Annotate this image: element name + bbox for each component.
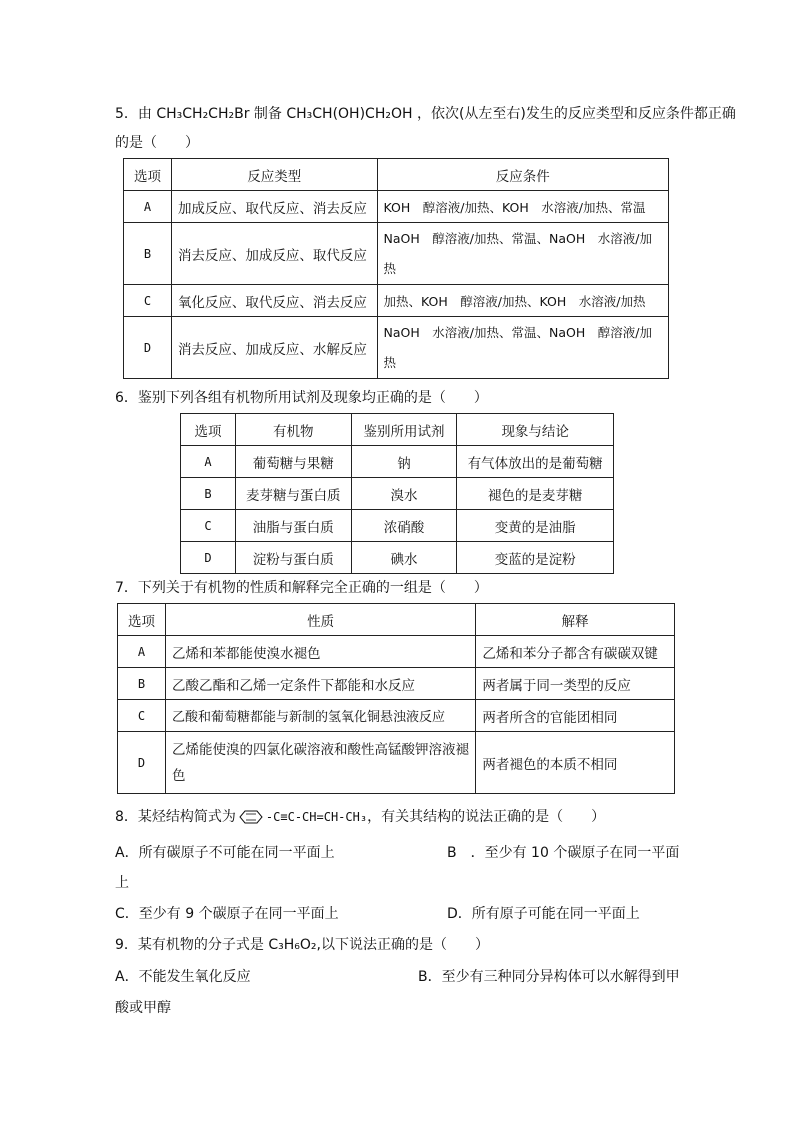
table-row [124,317,669,379]
q6-row-d-result: 变蓝的是淀粉 [457,542,614,574]
q5-row-a-option: A [124,191,172,223]
q7-row-b-explanation: 两者属于同一类型的反应 [476,668,675,700]
q5-row-a-type: 加成反应、取代反应、消去反应 [171,191,377,223]
q6-header-result: 现象与结论 [457,414,614,446]
q8-option-c: C．至少有 9 个碳原子在同一平面上 [115,906,339,922]
q8-option-a: A．所有碳原子不可能在同一平面上 [115,845,335,861]
q9-option-a: A．不能发生氧化反应 [115,969,251,985]
q8-formula: -C≡C-CH=CH-CH₃ [265,810,368,824]
table-row [118,700,675,732]
q6-row-a-reagent: 钠 [351,446,457,478]
q8-stem-suffix: ，有关其结构的说法正确的是（ ） [367,809,606,825]
q6-row-d-reagent: 碘水 [351,542,457,574]
q7-row-a-property: 乙烯和苯都能使溴水褪色 [165,636,475,668]
q9-option-b-continued: 酸或甲醇 [115,1000,171,1016]
q6-row-c-reagent: 浓硝酸 [351,510,457,542]
q8-option-b-continued: 上 [115,875,129,891]
q5-row-d-type: 消去反应、加成反应、水解反应 [171,317,377,379]
q5-header-option: 选项 [124,159,172,191]
table-row [181,542,614,574]
q5-header-type: 反应类型 [171,159,377,191]
table-row [124,285,669,317]
q8-option-b: B ．至少有 10 个碳原子在同一平面 [447,845,680,861]
q9-stem: 9．某有机物的分子式是 C₃H₆O₂,以下说法正确的是（ ） [115,937,489,953]
table-row [124,191,669,223]
table-row [118,668,675,700]
q5-row-b-option: B [124,223,172,285]
q5-row-b-type: 消去反应、加成反应、取代反应 [171,223,377,285]
q7-row-d-explanation: 两者褪色的本质不相同 [476,732,675,794]
table-row [181,510,614,542]
q7-header-property: 性质 [165,604,475,636]
q6-row-c-organic: 油脂与蛋白质 [235,510,351,542]
q7-header-option: 选项 [118,604,166,636]
table-row [124,223,669,285]
q6-header-organic: 有机物 [235,414,351,446]
q6-row-c-option: C [181,510,236,542]
q5-table [123,158,669,379]
table-row [118,636,675,668]
q5-row-c-option: C [124,285,172,317]
q6-row-a-result: 有气体放出的是葡萄糖 [457,446,614,478]
q6-row-a-organic: 葡萄糖与果糖 [235,446,351,478]
q5-header-condition: 反应条件 [377,159,668,191]
q7-header-row [118,604,675,636]
q5-stem-line2: 的是（ ） [115,135,199,151]
benzene-ring-icon [236,810,266,824]
q6-row-c-result: 变黄的是油脂 [457,510,614,542]
q5-row-d-condition: NaOH 水溶液/加热、常温、NaOH 醇溶液/加热 [377,317,668,379]
q6-header-option: 选项 [181,414,236,446]
q8-stem-prefix: 8．某烃结构简式为 [115,809,236,825]
q6-row-b-option: B [181,478,236,510]
q5-row-c-type: 氧化反应、取代反应、消去反应 [171,285,377,317]
q6-table [180,413,614,574]
q6-stem: 6．鉴别下列各组有机物所用试剂及现象均正确的是（ ） [115,390,488,406]
q5-row-c-condition: 加热、KOH 醇溶液/加热、KOH 水溶液/加热 [377,285,668,317]
q7-row-d-property: 乙烯能使溴的四氯化碳溶液和酸性高锰酸钾溶液褪色 [165,732,475,794]
q7-row-b-property: 乙酸乙酯和乙烯一定条件下都能和水反应 [165,668,475,700]
q6-row-a-option: A [181,446,236,478]
q6-row-d-organic: 淀粉与蛋白质 [235,542,351,574]
q7-table [117,603,675,794]
q6-header-reagent: 鉴别所用试剂 [351,414,457,446]
q5-header-row [124,159,669,191]
q8-option-d: D．所有原子可能在同一平面上 [447,906,640,922]
q6-row-b-result: 褪色的是麦芽糖 [457,478,614,510]
q6-header-row [181,414,614,446]
q5-row-d-option: D [124,317,172,379]
table-row [181,446,614,478]
table-row [181,478,614,510]
q7-row-d-option: D [118,732,166,794]
q7-row-c-property: 乙酸和葡萄糖都能与新制的氢氧化铜悬浊液反应 [165,700,475,732]
table-row [118,732,675,794]
q7-row-c-explanation: 两者所含的官能团相同 [476,700,675,732]
q7-stem: 7．下列关于有机物的性质和解释完全正确的一组是（ ） [115,580,488,596]
q6-row-b-reagent: 溴水 [351,478,457,510]
q7-row-a-option: A [118,636,166,668]
q5-row-a-condition: KOH 醇溶液/加热、KOH 水溶液/加热、常温 [377,191,668,223]
q5-row-b-condition: NaOH 醇溶液/加热、常温、NaOH 水溶液/加热 [377,223,668,285]
q6-row-d-option: D [181,542,236,574]
q7-row-c-option: C [118,700,166,732]
q5-stem-line1: 5．由 CH₃CH₂CH₂Br 制备 CH₃CH(OH)CH₂OH ，依次(从左至右)发生的反应类型和反应条件都正确 [115,106,736,122]
q7-row-b-option: B [118,668,166,700]
q7-row-a-explanation: 乙烯和苯分子都含有碳碳双键 [476,636,675,668]
q6-row-b-organic: 麦芽糖与蛋白质 [235,478,351,510]
q9-option-b: B．至少有三种同分异构体可以水解得到甲 [418,969,680,985]
q7-header-explanation: 解释 [476,604,675,636]
q8-stem [115,807,605,827]
